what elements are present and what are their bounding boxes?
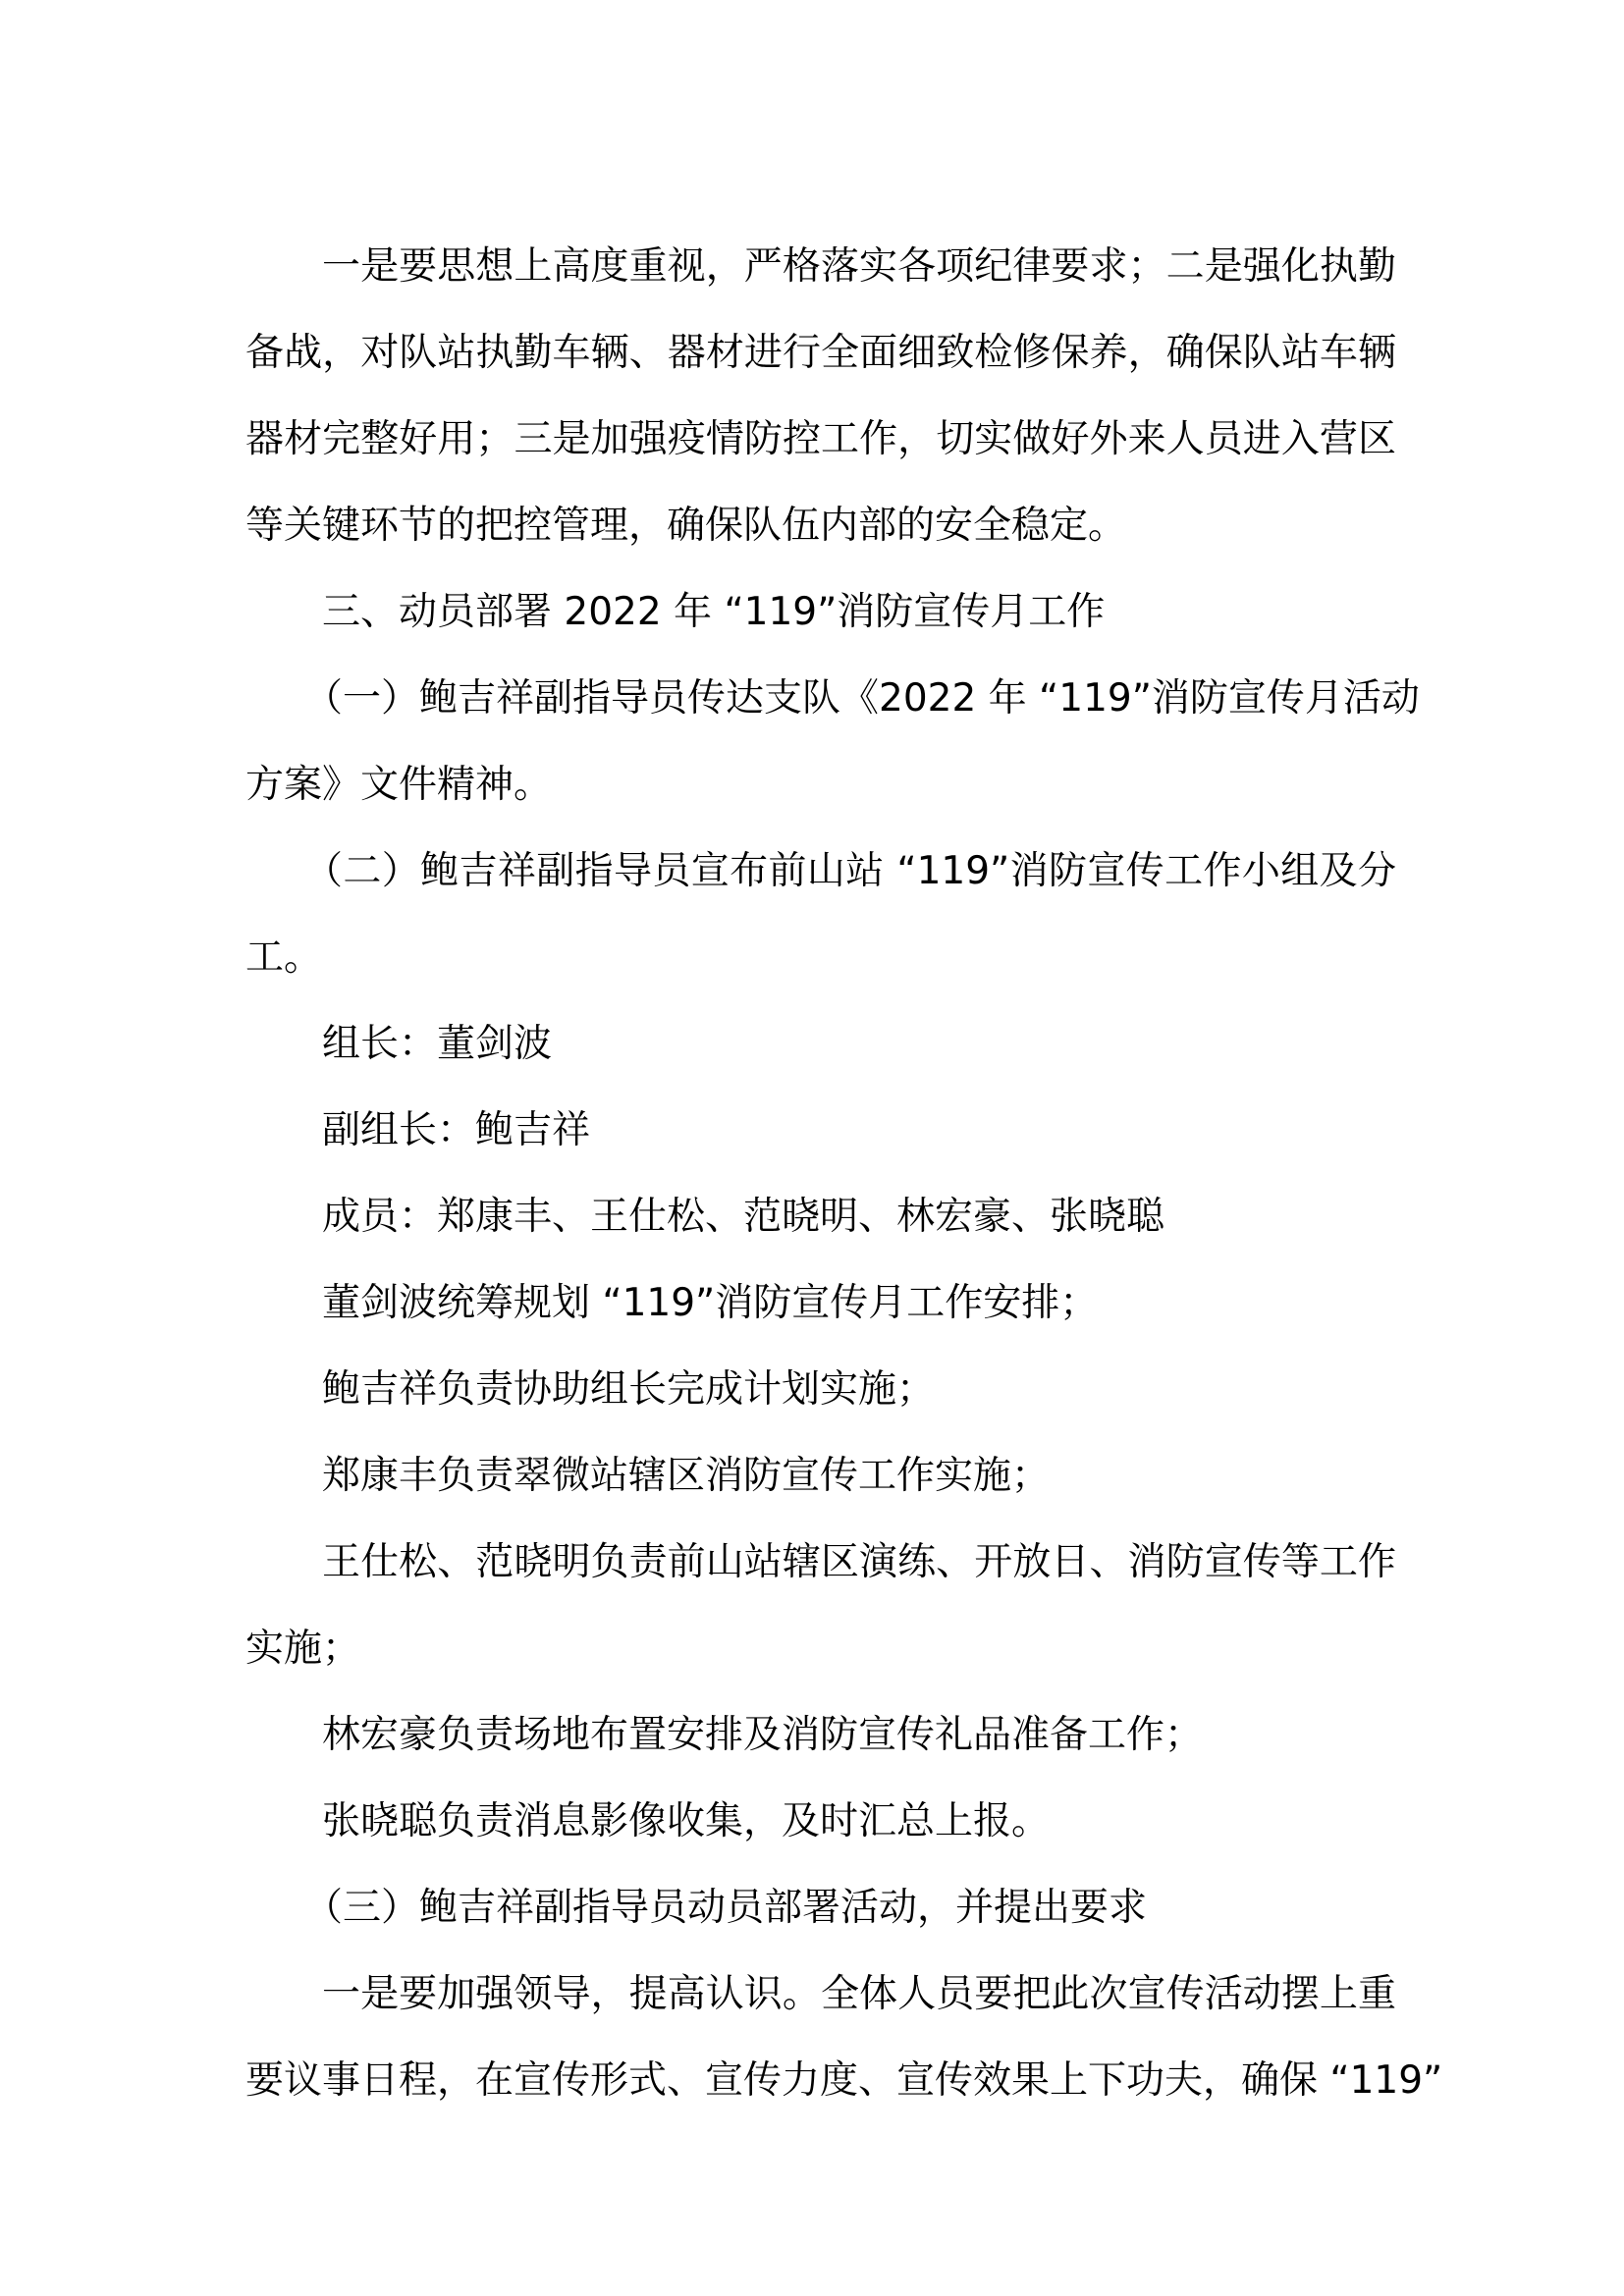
document-body bbox=[245, 224, 1443, 2124]
subsection-heading: （一）鲍吉祥副指导员传达支队《2022 年 “119”消防宣传月活动 bbox=[304, 676, 1420, 721]
duty-item: 林宏豪负责场地布置安排及消防宣传礼品准备工作； bbox=[322, 1713, 1204, 1757]
duty-item: 董剑波统筹规划 “119”消防宣传月工作安排； bbox=[322, 1281, 1099, 1325]
paragraph-line: 等关键环节的把控管理，确保队伍内部的安全稳定。 bbox=[245, 504, 1127, 548]
paragraph-line: 实施； bbox=[245, 1627, 361, 1671]
subsection-heading: （三）鲍吉祥副指导员动员部署活动，并提出要求 bbox=[304, 1886, 1148, 1930]
paragraph-line: 方案》文件精神。 bbox=[245, 763, 553, 807]
duty-item: 郑康丰负责翠微站辖区消防宣传工作实施； bbox=[322, 1454, 1051, 1498]
duty-item: 张晓聪负责消息影像收集，及时汇总上报。 bbox=[322, 1799, 1051, 1843]
duty-item: 鲍吉祥负责协助组长完成计划实施； bbox=[322, 1367, 936, 1412]
team-leader: 组长：董剑波 bbox=[322, 1022, 553, 1066]
subsection-heading: （二）鲍吉祥副指导员宣布前山站 “119”消防宣传工作小组及分 bbox=[304, 849, 1396, 893]
paragraph-line: 要议事日程，在宣传形式、宣传力度、宣传效果上下功夫，确保 “119” bbox=[245, 2058, 1443, 2103]
paragraph-line: 一是要思想上高度重视，严格落实各项纪律要求；二是强化执勤 bbox=[322, 244, 1396, 289]
section-heading: 三、动员部署 2022 年 “119”消防宣传月工作 bbox=[322, 590, 1106, 634]
team-deputy-leader: 副组长：鲍吉祥 bbox=[322, 1108, 591, 1152]
paragraph-line: 备战，对队站执勤车辆、器材进行全面细致检修保养，确保队站车辆 bbox=[245, 331, 1396, 375]
paragraph-line: 器材完整好用；三是加强疫情防控工作，切实做好外来人员进入营区 bbox=[245, 417, 1396, 461]
duty-item: 王仕松、范晓明负责前山站辖区演练、开放日、消防宣传等工作 bbox=[322, 1540, 1396, 1584]
paragraph-line: 工。 bbox=[245, 935, 323, 980]
team-members: 成员：郑康丰、王仕松、范晓明、林宏豪、张晓聪 bbox=[322, 1195, 1165, 1239]
paragraph-line: 一是要加强领导，提高认识。全体人员要把此次宣传活动摆上重 bbox=[322, 1972, 1396, 2016]
